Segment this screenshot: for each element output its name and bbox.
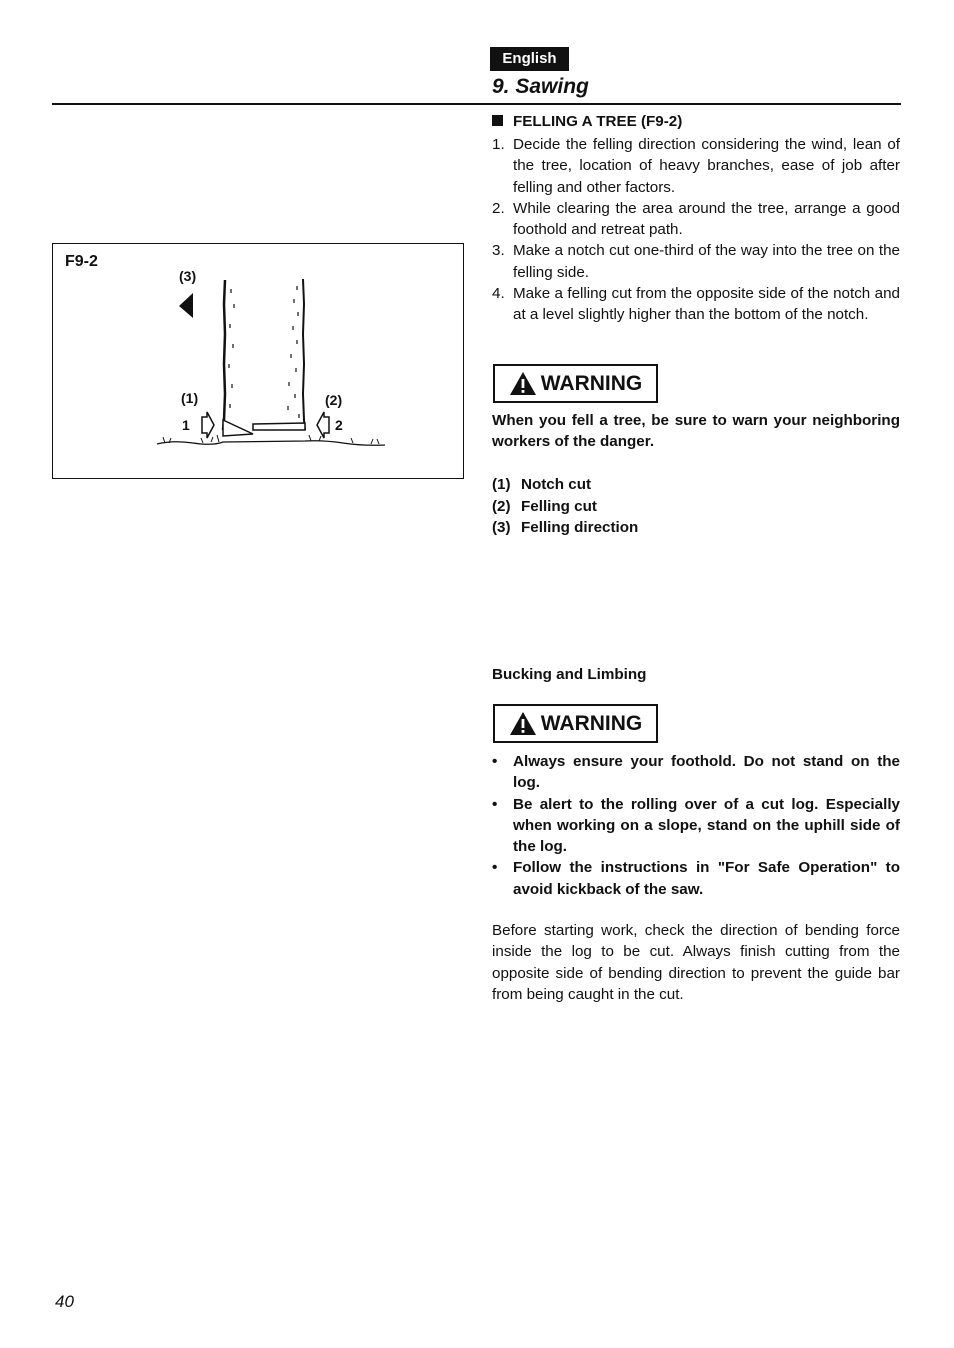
language-tag: English (490, 47, 569, 71)
felling-warning-text: When you fell a tree, be sure to warn your neighboring workers of the danger. (492, 412, 900, 451)
bullet-dot-icon: • (492, 795, 498, 813)
step-number: 1. (492, 136, 505, 153)
figure-legend (492, 474, 638, 539)
bullet-text: Always ensure your foothold. Do not stand on the log. (513, 753, 900, 792)
bucking-paragraph: Before starting work, check the direction of bending force inside the log to be cut. Always finish cutting from the opposite side of bending direction to prevent the guide bar from being caught in the cut. (492, 922, 900, 1003)
trunk-left-edge (223, 280, 225, 430)
warning-box-felling (493, 364, 658, 403)
callout-notch-cut: (1) (181, 390, 199, 406)
warning-triangle-icon (509, 711, 537, 736)
callout-step-one: 1 (182, 417, 190, 433)
legend-number: (1) (492, 476, 511, 493)
step-text: Make a felling cut from the opposite side of the notch and at a level slightly higher than the bottom of the notch. (513, 285, 900, 324)
list-item (492, 283, 900, 326)
felling-outline-arrow-icon (317, 412, 329, 438)
step-text: While clearing the area around the tree, arrange a good foothold and retreat path. (513, 199, 900, 239)
felling-cut (253, 423, 305, 430)
list-item (492, 134, 900, 198)
legend-text: Felling direction (521, 519, 639, 536)
bark-texture (229, 286, 299, 418)
legend-number: (2) (492, 497, 511, 515)
legend-item (492, 517, 638, 539)
callout-step-two: 2 (335, 417, 343, 433)
warning-box-bucking (493, 704, 658, 743)
warning-triangle-icon (509, 371, 537, 396)
callout-felling-direction: (3) (179, 268, 197, 284)
list-item (492, 794, 900, 858)
square-bullet-icon (492, 115, 503, 126)
legend-text: Felling cut (521, 497, 597, 515)
legend-text: Notch cut (521, 476, 592, 493)
header-rule (52, 103, 901, 105)
list-item (492, 240, 900, 283)
trunk-right-edge (303, 279, 305, 430)
felling-heading (492, 113, 682, 130)
bucking-warning-list (492, 751, 900, 900)
bullet-text: Be alert to the rolling over of a cut log. Especially when working on a slope, stand on the uphill side of the log. (513, 795, 900, 856)
list-item (492, 198, 900, 241)
bullet-dot-icon: • (492, 753, 498, 770)
warning-label: WARNING (540, 371, 643, 395)
figure-f9-2 (52, 243, 464, 479)
bucking-heading: Bucking and Limbing (492, 666, 647, 683)
ground-line (157, 441, 385, 446)
grass (163, 435, 379, 444)
step-number: 3. (492, 242, 505, 260)
figure-label: F9-2 (65, 253, 98, 270)
notch-cut (223, 420, 253, 436)
legend-item (492, 496, 638, 518)
step-text: Decide the felling direction considering the wind, lean of the tree, location of heavy branches, ease of job after felling and other factors. (513, 136, 900, 196)
notch-outline-arrow-icon (202, 412, 214, 438)
callout-felling-cut: (2) (325, 392, 343, 408)
legend-number: (3) (492, 519, 511, 536)
page-number: 40 (55, 1292, 74, 1311)
legend-item (492, 474, 638, 496)
step-text: Make a notch cut one-third of the way into the tree on the felling side. (513, 242, 900, 281)
bullet-text: Follow the instructions in "For Safe Operation" to avoid kickback of the saw. (513, 859, 900, 898)
bullet-dot-icon: • (492, 859, 498, 877)
felling-direction-filled-arrow-icon (179, 293, 193, 318)
list-item (492, 751, 900, 794)
felling-steps (492, 134, 900, 326)
step-number: 4. (492, 285, 505, 303)
step-number: 2. (492, 199, 505, 217)
felling-heading-text: FELLING A TREE (F9-2) (513, 113, 683, 130)
warning-label: WARNING (540, 711, 643, 735)
section-title: 9. Sawing (492, 75, 589, 98)
tree-felling-illustration (53, 244, 463, 478)
list-item (492, 857, 900, 900)
